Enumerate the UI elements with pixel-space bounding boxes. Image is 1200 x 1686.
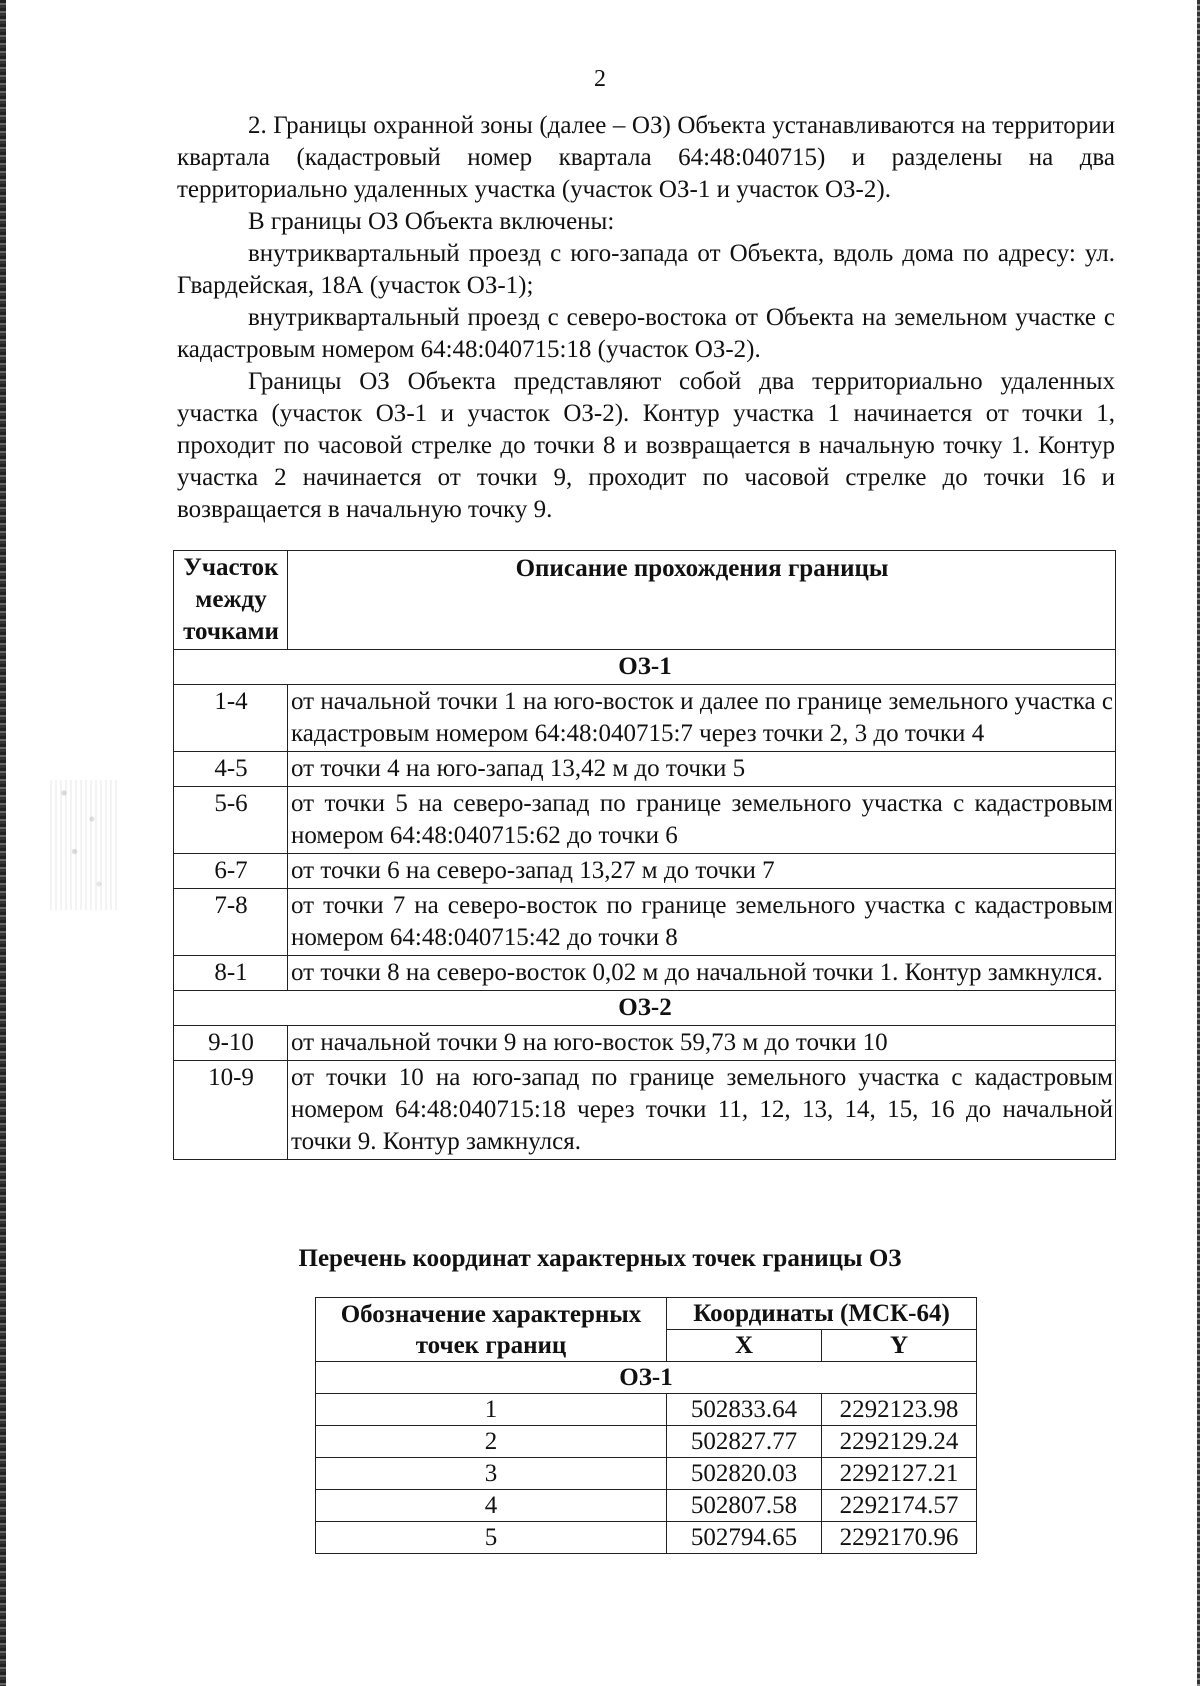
scan-edge-left bbox=[0, 0, 6, 1686]
description-cell: от начальной точки 9 на юго-восток 59,73 м до точки 10 bbox=[288, 1026, 1116, 1061]
segment-cell: 10-9 bbox=[174, 1061, 288, 1160]
segment-cell: 6-7 bbox=[174, 854, 288, 889]
zone-label: ОЗ-2 bbox=[174, 991, 1116, 1026]
table-row bbox=[174, 889, 1116, 956]
table-row bbox=[174, 854, 1116, 889]
point-cell: 4 bbox=[316, 1490, 667, 1522]
header-segment: Участок между точками bbox=[174, 551, 288, 650]
border-description-table bbox=[173, 550, 1116, 1160]
paragraph-included: В границы ОЗ Объекта включены: bbox=[248, 208, 615, 235]
segment-cell: 1-4 bbox=[174, 685, 288, 752]
paragraph-borders: 2. Границы охранной зоны (далее – ОЗ) Объекта устанавливаются на территории квартала (кадастровый номер квартала 64:48:040715) и разделены на два территориально удаленных участка (участок ОЗ-1 и участок ОЗ-2). bbox=[177, 112, 1115, 203]
paragraph-passage-sw: внутриквартальный проезд с юго-запада от Объекта, вдоль дома по адресу: ул. Гвардейская, 18А (участок ОЗ-1); bbox=[177, 240, 1115, 299]
y-cell: 2292129.24 bbox=[822, 1426, 977, 1458]
point-cell: 5 bbox=[316, 1522, 667, 1554]
table-row bbox=[174, 1061, 1116, 1160]
description-cell: от точки 7 на северо-восток по границе земельного участка с кадастровым номером 64:48:040715:42 до точки 8 bbox=[288, 889, 1116, 956]
zone-label: ОЗ-1 bbox=[174, 650, 1116, 685]
table-row bbox=[316, 1394, 977, 1426]
x-cell: 502807.58 bbox=[667, 1490, 822, 1522]
x-cell: 502833.64 bbox=[667, 1394, 822, 1426]
x-cell: 502820.03 bbox=[667, 1458, 822, 1490]
zone-row-oz1 bbox=[174, 650, 1116, 685]
paragraph-contours: Границы ОЗ Объекта представляют собой два территориально удаленных участка (участок ОЗ-1 и участок ОЗ-2). Контур участка 1 начинается от точки 1, проходит по часовой стрелке до точки 8 и возвращается в начальную точку 1. Контур участка 2 начинается от точки 9, проходит по часовой стрелке до точки 16 и возвращается в начальную точку 9. bbox=[177, 368, 1115, 523]
table-header-row bbox=[174, 551, 1116, 650]
segment-cell: 8-1 bbox=[174, 956, 288, 991]
page-number: 2 bbox=[594, 66, 606, 92]
segment-cell: 9-10 bbox=[174, 1026, 288, 1061]
body-text bbox=[177, 110, 1115, 526]
table-row bbox=[316, 1458, 977, 1490]
table-row bbox=[174, 685, 1116, 752]
segment-cell: 4-5 bbox=[174, 752, 288, 787]
table-row bbox=[316, 1426, 977, 1458]
description-cell: от точки 8 на северо-восток 0,02 м до начальной точки 1. Контур замкнулся. bbox=[288, 956, 1116, 991]
description-cell: от точки 4 на юго-запад 13,42 м до точки 5 bbox=[288, 752, 1116, 787]
x-cell: 502827.77 bbox=[667, 1426, 822, 1458]
y-cell: 2292127.21 bbox=[822, 1458, 977, 1490]
coordinates-table bbox=[315, 1297, 977, 1554]
table-row bbox=[316, 1522, 977, 1554]
paragraph-passage-ne: внутриквартальный проезд с северо-востока от Объекта на земельном участке с кадастровым номером 64:48:040715:18 (участок ОЗ-2). bbox=[177, 304, 1115, 363]
point-cell: 2 bbox=[316, 1426, 667, 1458]
description-cell: от начальной точки 1 на юго-восток и далее по границе земельного участка с кадастровым номером 64:48:040715:7 через точки 2, 3 до точки 4 bbox=[288, 685, 1116, 752]
table-row bbox=[174, 1026, 1116, 1061]
x-cell: 502794.65 bbox=[667, 1522, 822, 1554]
header-coords: Координаты (МСК-64) bbox=[667, 1298, 977, 1330]
description-cell: от точки 5 на северо-запад по границе земельного участка с кадастровым номером 64:48:040715:62 до точки 6 bbox=[288, 787, 1116, 854]
table-row bbox=[174, 956, 1116, 991]
point-cell: 1 bbox=[316, 1394, 667, 1426]
header-y: Y bbox=[822, 1330, 977, 1362]
coords-zone-row bbox=[316, 1362, 977, 1394]
y-cell: 2292174.57 bbox=[822, 1490, 977, 1522]
description-cell: от точки 6 на северо-запад 13,27 м до точки 7 bbox=[288, 854, 1116, 889]
segment-cell: 7-8 bbox=[174, 889, 288, 956]
description-cell: от точки 10 на юго-запад по границе земельного участка с кадастровым номером 64:48:040715:18 через точки 11, 12, 13, 14, 15, 16 до начальной точки 9. Контур замкнулся. bbox=[288, 1061, 1116, 1160]
header-x: X bbox=[667, 1330, 822, 1362]
segment-cell: 5-6 bbox=[174, 787, 288, 854]
scan-artifact bbox=[50, 780, 120, 910]
y-cell: 2292123.98 bbox=[822, 1394, 977, 1426]
header-points: Обозначение характерных точек границ bbox=[316, 1298, 667, 1362]
y-cell: 2292170.96 bbox=[822, 1522, 977, 1554]
point-cell: 3 bbox=[316, 1458, 667, 1490]
coords-header-row bbox=[316, 1298, 977, 1330]
coords-table-title: Перечень координат характерных точек границы ОЗ bbox=[298, 1245, 902, 1272]
table-row bbox=[316, 1490, 977, 1522]
zone-row-oz2 bbox=[174, 991, 1116, 1026]
zone-label: ОЗ-1 bbox=[316, 1362, 977, 1394]
table-row bbox=[174, 752, 1116, 787]
table-row bbox=[174, 787, 1116, 854]
header-description: Описание прохождения границы bbox=[288, 551, 1116, 650]
